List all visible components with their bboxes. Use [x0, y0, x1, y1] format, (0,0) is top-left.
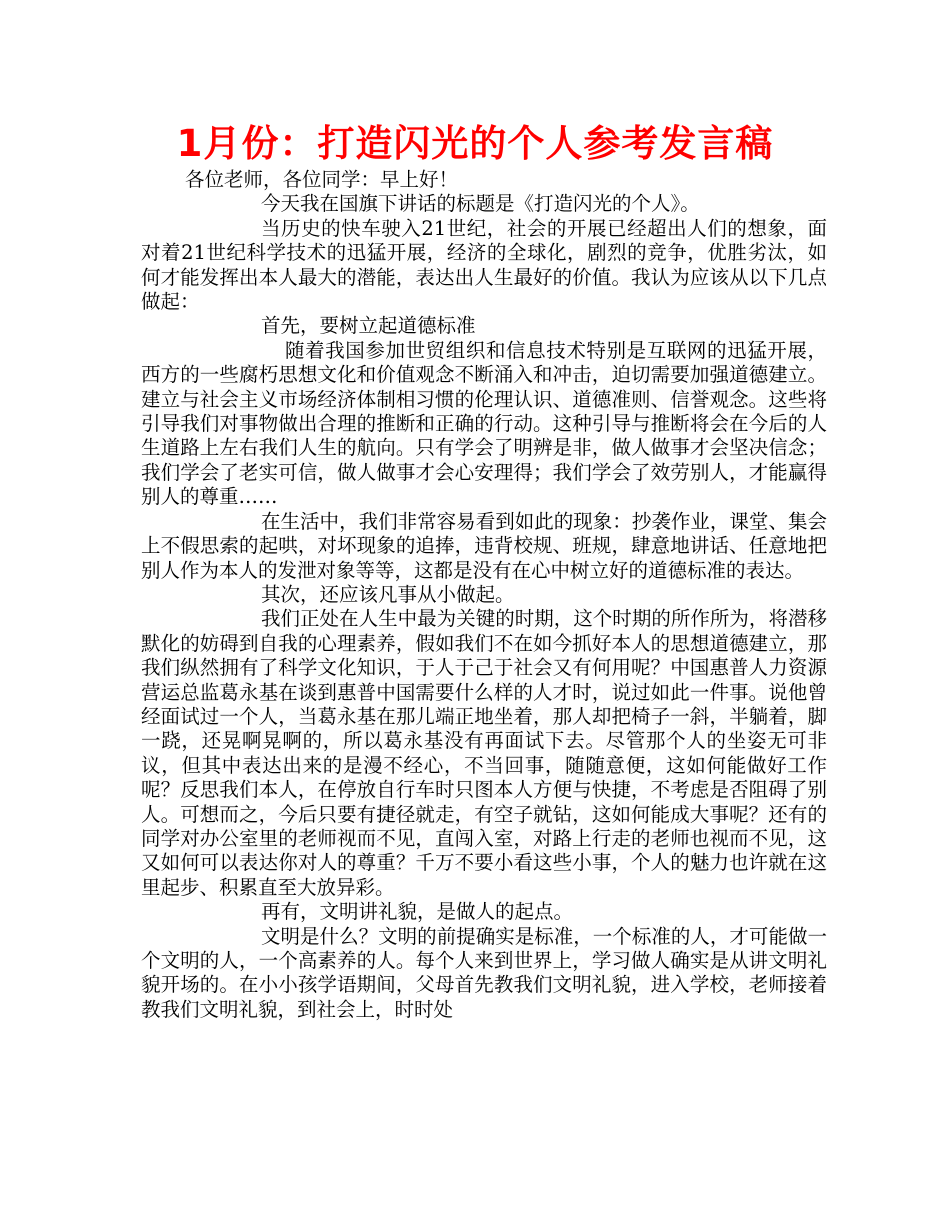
- body-paragraph: 文明是什么？文明的前提确实是标准，一个标准的人，才可能做一个文明的人，一个高素养的人。每个人来到世界上，学习做人确实是从讲文明礼貌开场的。在小小孩学语期间，父母首先教我们文明礼貌，进入学校，老师接着教我们文明礼貌，到社会上，时时处: [141, 924, 827, 1021]
- body-paragraph: 当历史的快车驶入21世纪，社会的开展已经超出人们的想象，面对着21世纪科学技术的迅猛开展，经济的全球化，剧烈的竞争，优胜劣汰，如何才能发挥出本人最大的潜能，表达出人生最好的价值。我认为应该从以下几点做起：: [141, 216, 827, 314]
- section-heading-morals: 首先，要树立起道德标准: [261, 314, 476, 338]
- section-heading-civility: 再有，文明讲礼貌，是做人的起点。: [261, 900, 574, 924]
- body-paragraph: 我们正处在人生中最为关键的时期，这个时期的所作所为，将潜移默化的妨碍到自我的心理素养，假如我们不在如今抓好本人的思想道德建立，那我们纵然拥有了科学文化知识，于人于己于社会又有何用呢？中国惠普人力资源营运总监葛永基在谈到惠普中国需要什么样的人才时，说过如此一件事。说他曾经面试过一个人，当葛永基在那儿端正地坐着，那人却把椅子一斜，半躺着，脚一跷，还晃啊晃啊的，所以葛永基没有再面试下去。尽管那个人的坐姿无可非议，但其中表达出来的是漫不经心，不当回事，随随意便，这如何能做好工作呢？反思我们本人，在停放自行车时只图本人方便与快捷，不考虑是否阻碍了别人。可想而之，今后只要有捷径就走，有空子就钻，这如何能成大事呢？还有的同学对办公室里的老师视而不见，直闯入室，对路上行走的老师也视而不见，这又如何可以表达你对人的尊重？千万不要小看这些小事，个人的魅力也许就在这里起步、积累直至大放异彩。: [141, 607, 827, 899]
- section-heading-small-things: 其次，还应该凡事从小做起。: [261, 582, 515, 606]
- intro-paragraph: 今天我在国旗下讲话的标题是《打造闪光的个人》。: [261, 192, 700, 216]
- body-paragraph: 随着我国参加世贸组织和信息技术特别是互联网的迅猛开展，西方的一些腐朽思想文化和价值观念不断涌入和冲击，迫切需要加强道德建立。建立与社会主义市场经济体制相习惯的伦理认识、道德准则、信誉观念。这些将引导我们对事物做出合理的推断和正确的行动。这种引导与推断将会在今后的人生道路上左右我们人生的航向。只有学会了明辨是非，做人做事才会坚决信念；我们学会了老实可信，做人做事才会心安理得；我们学会了效劳别人，才能赢得别人的尊重……: [141, 338, 827, 509]
- document-body: [141, 168, 827, 1022]
- greeting-paragraph: 各位老师，各位同学：早上好！: [185, 168, 459, 191]
- body-paragraph: 在生活中，我们非常容易看到如此的现象：抄袭作业，课堂、集会上不假思索的起哄，对坏现象的追捧，违背校规、班规，肆意地讲话、任意地把别人作为本人的发泄对象等等，这都是没有在心中树立好的道德标准的表达。: [141, 509, 827, 582]
- document-title: 1月份：打造闪光的个人参考发言稿: [176, 122, 774, 165]
